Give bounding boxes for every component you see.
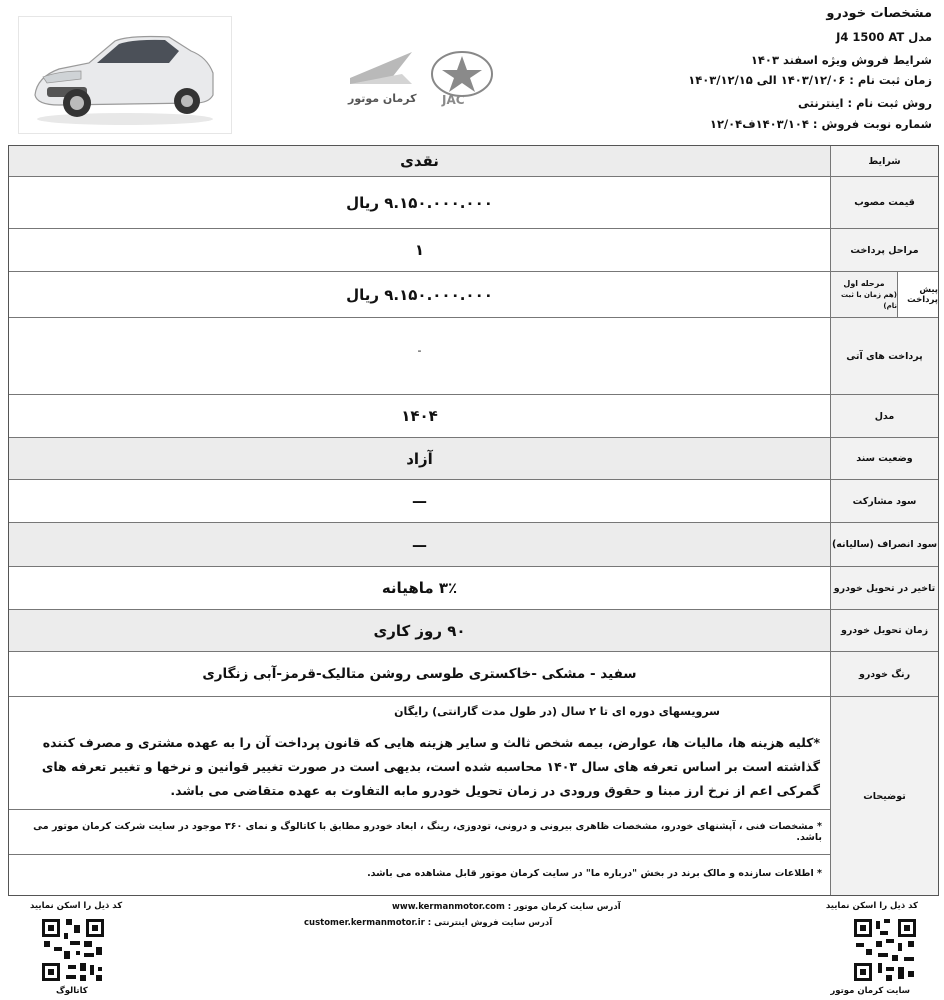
sales-address-line (304, 918, 552, 928)
row-doc (9, 437, 938, 479)
future-label: پرداخت های آتی (830, 318, 938, 394)
delay-value: ۳٪ ماهیانه (381, 579, 458, 597)
row-delivery (9, 609, 938, 651)
row-cancel (9, 522, 938, 566)
prepay-value: ۹.۱۵۰.۰۰۰.۰۰۰ ریال (346, 285, 493, 304)
jac-logo-text: JAC (442, 93, 465, 107)
page-title: مشخصات خودرو (826, 6, 932, 21)
delivery-label: زمان تحویل خودرو (830, 610, 938, 651)
stage1-label-group (831, 272, 897, 317)
row-profit (9, 479, 938, 522)
kermanmotor-logo-icon (342, 44, 512, 116)
notes-label: توضیحات (830, 697, 938, 895)
stages-value: ۱ (414, 241, 425, 259)
sales-address-label: آدرس سایت فروش اینترنتی : (427, 918, 553, 928)
row-future (9, 317, 938, 394)
delivery-value: ۹۰ روز کاری (373, 621, 466, 640)
doc-label: وضعیت سند (830, 438, 938, 479)
profit-value: — (412, 492, 427, 510)
register-time-line: زمان ثبت نام : ۱۴۰۳/۱۲/۰۶ الی ۱۴۰۳/۱۲/۱۵ (688, 73, 932, 87)
stage1-label: مرحله اول (843, 279, 885, 288)
price-value: ۹.۱۵۰.۰۰۰.۰۰۰ ریال (346, 193, 493, 212)
prepay-label-group (830, 272, 938, 317)
row-prepay (9, 271, 938, 317)
site-address-label: آدرس سایت کرمان موتور : (507, 902, 621, 912)
stages-label: مراحل پرداخت (830, 229, 938, 271)
sale-plan-line: شرایط فروش ویژه اسفند ۱۴۰۳ (750, 53, 932, 67)
site-qr-caption: سایت کرمان موتور (830, 986, 910, 996)
note-specs: * مشخصات فنی ، آپشنهای خودرو، مشخصات ظاهری بیرونی و درونی، تودوزی، رینگ ، ابعاد خودرو مطابق با کاتالوگ و نمای ۳۶۰ موجود در سایت شرکت کرمان موتور می باشد. (9, 810, 830, 855)
price-label: قیمت مصوب (830, 177, 938, 228)
future-value: - (417, 344, 422, 357)
notes-cell (9, 697, 830, 895)
note-service: سرویسهای دوره ای تا ۲ سال (در طول مدت گارانتی) رایگان (394, 704, 720, 718)
sales-address-url[interactable]: customer.kermanmotor.ir (304, 918, 425, 928)
model-value: ۱۴۰۴ (401, 407, 438, 425)
color-value: سفید - مشکی -خاکستری طوسی روشن متالیک-قرمز-آبی زنگاری (202, 666, 637, 682)
note-costs: *کلیه هزینه ها، مالیات ها، عوارض، بیمه شخص ثالث و سایر هزینه هایی که قانون پرداخت آن را به عهده مشتری و مصرف کننده گذاشته است بر اساس تعرفه های سال ۱۴۰۳ محاسبه شده است، بدیهی است در صورت تغییر قوانین و نرخها و تغییر تعرفه های گمرکی اعم از نرخ ارز مبنا و حقوق ورودی در زمان تحویل خودرو مابه التفاوت به عهده متقاضی می باشد. (9, 725, 830, 810)
car-image (18, 16, 232, 134)
row-conditions (9, 146, 938, 176)
row-delay (9, 566, 938, 609)
row-price (9, 176, 938, 228)
cancel-value: — (412, 535, 427, 554)
qr-code-catalog-icon[interactable] (40, 917, 106, 983)
stage1-sub: (هم زمان با ثبت نام) (841, 291, 897, 310)
row-stages (9, 228, 938, 271)
scan-hint-left: کد ذیل را اسکن نمایید (30, 901, 123, 911)
note-manufacturer: * اطلاعات سازنده و مالک برند در بخش "درباره ما" در سایت کرمان موتور قابل مشاهده می باشد. (367, 867, 822, 879)
row-model (9, 394, 938, 437)
qr-code-site-icon[interactable] (852, 917, 918, 983)
model-line: مدل J4 1500 AT (836, 30, 932, 44)
prepay-label: پیش پرداخت (897, 272, 938, 317)
color-label: رنگ خودرو (830, 652, 938, 696)
cancel-label: سود انصراف (سالیانه) (830, 523, 938, 566)
delay-label: تاخیر در تحویل خودرو (830, 567, 938, 609)
brand-logos (342, 44, 512, 116)
conditions-value: نقدی (400, 152, 439, 170)
model-label: مدل (830, 395, 938, 437)
site-address-url[interactable]: www.kermanmotor.com (392, 902, 505, 912)
specs-table (8, 145, 939, 896)
scan-hint-right: کد ذیل را اسکن نمایید (825, 901, 918, 911)
row-color (9, 651, 938, 696)
site-address-line (392, 902, 621, 912)
turn-number-line: شماره نوبت فروش : ۱۴۰۳/۱۰۴ف۱۲/۰۴ (709, 117, 932, 131)
conditions-label: شرایط (830, 146, 938, 176)
catalog-qr-caption: کاتالوگ (56, 986, 88, 996)
kermanmotor-logo-text: کرمان موتور (348, 92, 417, 105)
register-method-line: روش ثبت نام : اینترنتی (798, 96, 932, 110)
row-notes (9, 696, 938, 895)
profit-label: سود مشارکت (830, 480, 938, 522)
doc-value: آزاد (406, 449, 433, 468)
